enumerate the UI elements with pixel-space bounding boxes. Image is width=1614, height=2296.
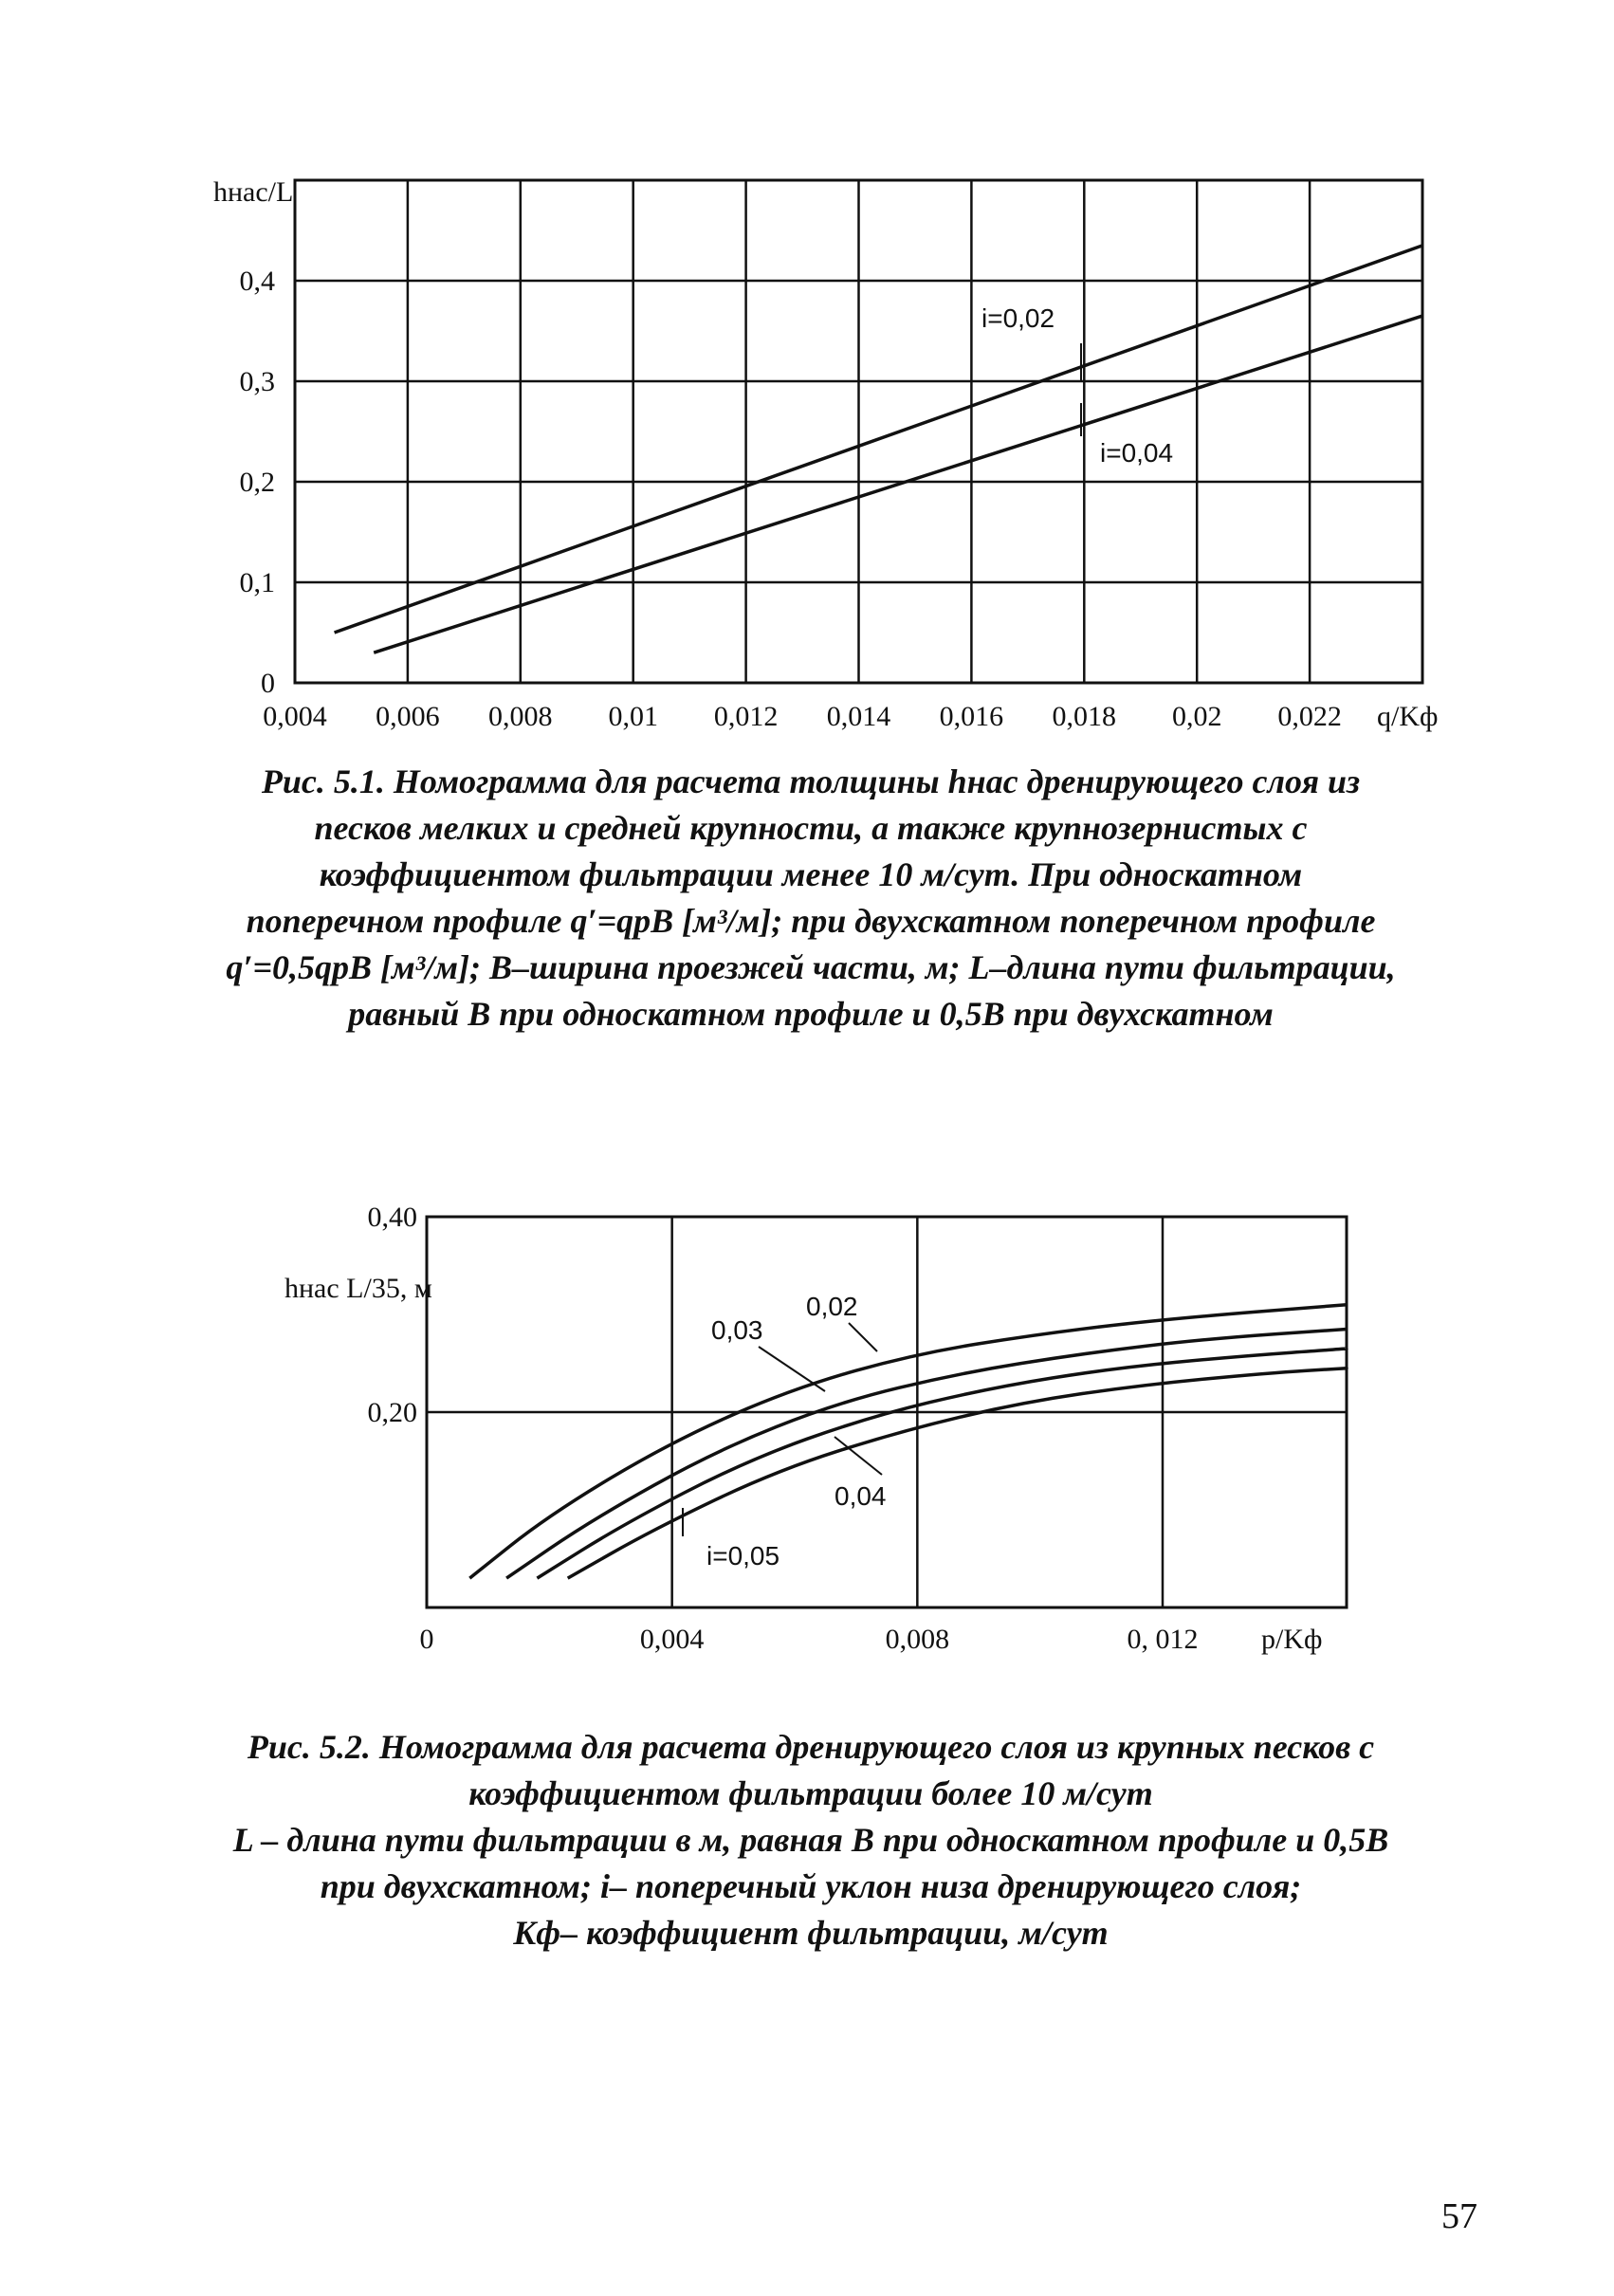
chart-2-series-label: 0,03 xyxy=(711,1315,763,1345)
chart-1-y-tick-label: 0,2 xyxy=(239,467,275,498)
chart-1-x-tick-label: 0,012 xyxy=(713,701,779,732)
chart-2-series-label: 0,04 xyxy=(835,1481,887,1511)
chart-1-series-line-2 xyxy=(374,316,1422,652)
figure-2-caption-line: коэффициентом фильтрации более 10 м/сут xyxy=(468,1774,1153,1812)
chart-1-y-tick-label: 0,3 xyxy=(239,366,275,397)
chart-1-y-axis-label: hнас/L xyxy=(213,176,294,208)
figure-2-caption-line: L – длина пути фильтрации в м, равная B при односкатном профиле и 0,5B xyxy=(232,1821,1389,1859)
figure-1-caption-line: q′=0,5qрB [м³/м]; B–ширина проезжей части, м; L–длина пути фильтрации, xyxy=(226,948,1396,986)
chart-1-x-ticks xyxy=(263,701,1342,732)
figure-2-caption-line: при двухскатном; i– поперечный уклон низа дренирующего слоя; xyxy=(320,1867,1302,1905)
chart-2-x-ticks xyxy=(420,1624,1199,1655)
chart-1-x-tick-label: 0,014 xyxy=(826,701,891,732)
figure-1-caption xyxy=(114,759,1508,1038)
chart-1-x-tick-label: 0,006 xyxy=(376,701,440,732)
page-number: 57 xyxy=(1441,2196,1477,2236)
chart-2-label-leader xyxy=(849,1323,877,1351)
chart-2-series-label: i=0,05 xyxy=(706,1541,780,1570)
chart-1-x-tick-label: 0,022 xyxy=(1277,701,1342,732)
chart-1-x-tick-label: 0,01 xyxy=(608,701,658,732)
chart-2-x-tick-label: 0,004 xyxy=(639,1624,705,1655)
chart-1-x-tick-label: 0,016 xyxy=(939,701,1004,732)
chart-2-series-labels xyxy=(683,1292,887,1570)
chart-1-y-tick-label: 0,1 xyxy=(239,567,275,598)
chart-2-x-tick-label: 0, 012 xyxy=(1127,1624,1199,1655)
figure-1-caption-line: равный B при односкатном профиле и 0,5B при двухскатном xyxy=(348,995,1274,1033)
chart-2-y-axis-label: hнас L/35, м xyxy=(284,1273,432,1304)
chart-2-y-ticks xyxy=(368,1202,418,1428)
chart-1-y-tick-label: 0,4 xyxy=(239,266,275,297)
chart-2 xyxy=(284,1202,1347,1655)
chart-1-x-tick-label: 0,008 xyxy=(488,701,553,732)
chart-2-series-line-4 xyxy=(568,1368,1347,1578)
chart-1-series-labels xyxy=(981,303,1173,468)
chart-1-x-tick-label: 0,004 xyxy=(263,701,327,732)
chart-1-series-label: i=0,02 xyxy=(981,303,1055,333)
chart-2-x-tick-label: 0,008 xyxy=(885,1624,950,1655)
chart-1-y-ticks xyxy=(240,266,276,699)
chart-2-label-leader xyxy=(835,1437,882,1475)
chart-1-x-tick-label: 0,02 xyxy=(1171,701,1222,732)
chart-2-series-label: 0,02 xyxy=(806,1292,858,1321)
figure-2-caption xyxy=(114,1724,1508,1956)
figure-1-caption-line: Рис. 5.1. Номограмма для расчета толщины hнас дренирующего слоя из xyxy=(261,762,1361,800)
chart-1-series-label: i=0,04 xyxy=(1100,438,1174,468)
chart-2-series-line-3 xyxy=(537,1349,1347,1578)
figure-2-caption-line: Рис. 5.2. Номограмма для расчета дренирующего слоя из крупных песков с xyxy=(247,1728,1375,1766)
figure-2-caption-line: Kф– коэффициент фильтрации, м/сут xyxy=(513,1914,1109,1952)
chart-2-x-tick-label: 0 xyxy=(419,1624,434,1655)
chart-1-y-tick-label: 0 xyxy=(261,668,275,699)
chart-1-x-axis-label: q/Kф xyxy=(1377,701,1439,732)
chart-2-y-tick-label: 0,40 xyxy=(367,1202,417,1233)
figure-1-caption-line: коэффициентом фильтрации менее 10 м/сут. При односкатном xyxy=(319,855,1303,893)
chart-2-series xyxy=(469,1305,1347,1578)
chart-1 xyxy=(213,176,1438,732)
chart-1-grid xyxy=(295,180,1422,683)
chart-2-x-axis-label: р/Kф xyxy=(1261,1624,1323,1655)
figure-1-caption-line: песков мелких и средней крупности, а также крупнозернистых с xyxy=(314,809,1308,847)
figure-1-caption-line: поперечном профиле q′=qрB [м³/м]; при двухскатном поперечном профиле xyxy=(246,902,1376,940)
chart-2-label-leader xyxy=(759,1347,825,1391)
chart-1-series xyxy=(335,246,1422,652)
chart-1-series-line-1 xyxy=(335,246,1422,633)
chart-1-x-tick-label: 0,018 xyxy=(1052,701,1117,732)
chart-2-y-tick-label: 0,20 xyxy=(367,1397,417,1428)
